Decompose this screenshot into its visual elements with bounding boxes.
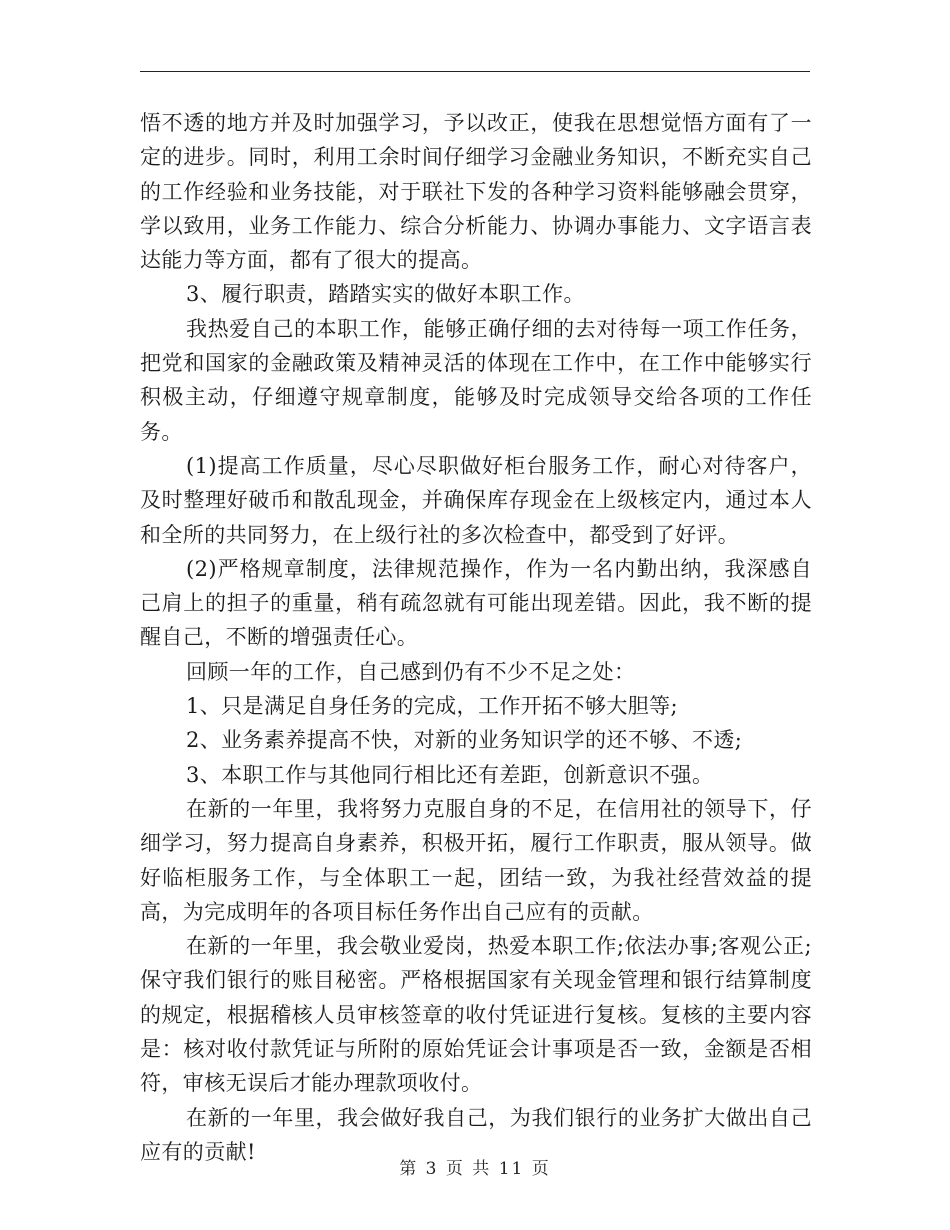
- page-number-footer: 第 3 页 共 11 页: [399, 1159, 551, 1179]
- paragraph-5: (2)严格规章制度，法律规范操作，作为一名内勤出纳，我深感自己肩上的担子的重量，稍有疏忽就有可能出现差错。因此，我不断的提醒自己，不断的增强责任心。: [140, 556, 812, 650]
- paragraph-3: 我热爱自己的本职工作，能够正确仔细的去对待每一项工作任务，把党和国家的金融政策及精神灵活的体现在工作中，在工作中能够实行积极主动，仔细遵守规章制度，能够及时完成领导交给各项的工作任务。: [140, 316, 812, 444]
- header-rule: [140, 71, 810, 72]
- paragraph-1: 悟不透的地方并及时加强学习，予以改正，使我在思想觉悟方面有了一定的进步。同时，利用工余时间仔细学习金融业务知识，不断充实自己的工作经验和业务技能，对于联社下发的各种学习资料能够融会贯穿，学以致用，业务工作能力、综合分析能力、协调办事能力、文字语言表达能力等方面，都有了很大的提高。: [140, 111, 812, 273]
- paragraph-7: 1、只是满足自身任务的完成，工作开拓不够大胆等;: [186, 694, 679, 719]
- document-body: [140, 106, 812, 1169]
- paragraph-12: 在新的一年里，我会做好我自己，为我们银行的业务扩大做出自己应有的贡献!: [140, 1105, 812, 1164]
- paragraph-2: 3、履行职责，踏踏实实的做好本职工作。: [186, 282, 585, 307]
- paragraph-10: 在新的一年里，我将努力克服自身的不足，在信用社的领导下，仔细学习，努力提高自身素养，积极开拓，履行工作职责，服从领导。做好临柜服务工作，与全体职工一起，团结一致，为我社经营效益的提高，为完成明年的各项目标任务作出自己应有的贡献。: [140, 796, 812, 924]
- paragraph-9: 3、本职工作与其他同行相比还有差距，创新意识不强。: [186, 762, 714, 787]
- paragraph-8: 2、业务素养提高不快，对新的业务知识学的还不够、不透;: [186, 728, 743, 753]
- paragraph-11: 在新的一年里，我会敬业爱岗，热爱本职工作;依法办事;客观公正;保守我们银行的账目秘密。严格根据国家有关现金管理和银行结算制度的规定，根据稽核人员审核签章的收付凭证进行复核。复核的主要内容是：核对收付款凭证与所附的原始凭证会计事项是否一致，金额是否相符，审核无误后才能办理款项收付。: [140, 934, 812, 1096]
- paragraph-6: 回顾一年的工作，自己感到仍有不少不足之处：: [186, 659, 636, 684]
- paragraph-4: (1)提高工作质量，尽心尽职做好柜台服务工作，耐心对待客户，及时整理好破币和散乱现金，并确保库存现金在上级核定内，通过本人和全所的共同努力，在上级行社的多次检查中，都受到了好评。: [140, 453, 812, 547]
